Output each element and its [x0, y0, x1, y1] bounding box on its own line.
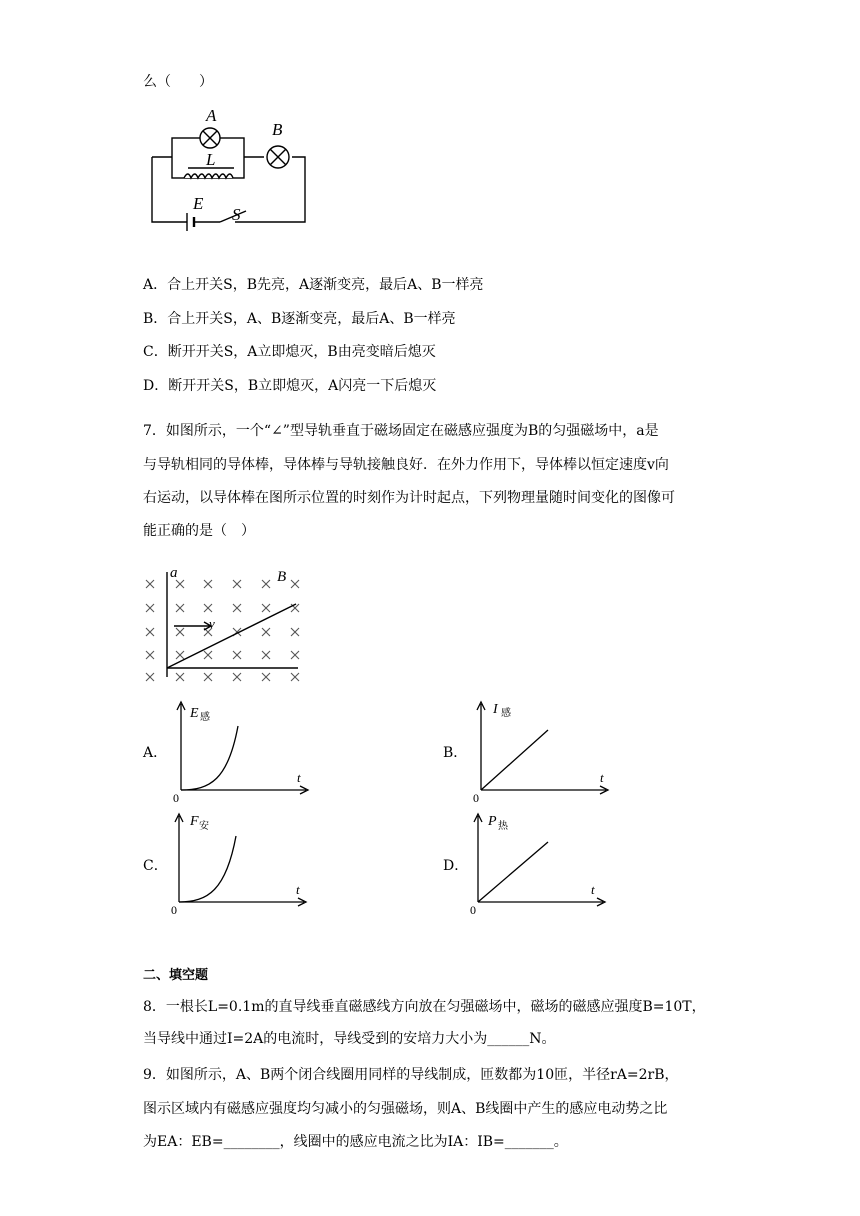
- label-A: A: [206, 106, 217, 125]
- q9-line-2: 图示区域内有磁感应强度均匀减小的匀强磁场，则A、B线圈中产生的感应电动势之比: [143, 1101, 668, 1117]
- q8-line-1: 8．一根长L=0.1m的直导线垂直磁感线方向放在匀强磁场中，磁场的磁感应强度B=10T，: [143, 999, 706, 1015]
- svg-text:热: 热: [498, 821, 508, 832]
- q6-option-a: A．合上开关S，B先亮，A逐渐变亮，最后A、B一样亮: [143, 277, 484, 293]
- q7-option-d: D．: [443, 858, 469, 874]
- q7-line-3: 右运动，以导体棒在图所示位置的时刻作为计时起点，下列物理量随时间变化的图像可: [143, 490, 675, 506]
- q8-line-2: 当导线中通过I=2A的电流时，导线受到的安培力大小为______N。: [143, 1031, 556, 1047]
- svg-text:t: t: [591, 882, 595, 897]
- section-title: 二、填空题: [143, 968, 209, 983]
- q9-line-1: 9．如图所示，A、B两个闭合线圈用同样的导线制成，匝数都为10匝，半径rA=2rB，: [143, 1067, 679, 1083]
- q7-option-c: C．: [143, 858, 168, 874]
- label-B: B: [272, 120, 283, 139]
- q9-line-3: 为EA：EB=________，线圈中的感应电流之比为IA：IB=_______。: [143, 1134, 568, 1150]
- svg-text:F: F: [190, 814, 199, 829]
- graph-b: [470, 698, 615, 804]
- line-linear: [478, 842, 548, 902]
- q7-line-4: 能正确的是（ ）: [143, 523, 255, 539]
- svg-text:t: t: [600, 770, 604, 785]
- q6-option-d: D．断开开关S，B立即熄灭，A闪亮一下后熄灭: [143, 378, 437, 394]
- line-linear: [481, 730, 548, 790]
- q7-line-1: 7．如图所示，一个“∠”型导轨垂直于磁场固定在磁感应强度为B的匀强磁场中，a是: [143, 423, 659, 439]
- q7-option-b: B．: [443, 745, 468, 761]
- label-L: L: [206, 150, 216, 169]
- label-E: E: [193, 194, 204, 213]
- label-a: a: [170, 565, 178, 581]
- svg-text:I: I: [493, 702, 498, 717]
- svg-text:0: 0: [473, 791, 479, 804]
- q7-line-2: 与导轨相同的导体棒，导体棒与导轨接触良好．在外力作用下，导体棒以恒定速度v向: [143, 457, 669, 473]
- svg-text:t: t: [297, 770, 301, 785]
- svg-text:感: 感: [200, 712, 210, 723]
- label-S: S: [232, 205, 241, 224]
- svg-text:t: t: [296, 882, 300, 897]
- label-v: v: [209, 616, 215, 631]
- circuit-diagram: [140, 105, 320, 235]
- graph-d: [467, 810, 612, 916]
- q6-option-c: C．断开开关S，A立即熄灭，B由亮变暗后熄灭: [143, 344, 436, 360]
- q6-option-b: B．合上开关S，A、B逐渐变亮，最后A、B一样亮: [143, 311, 456, 327]
- curve-quadratic: [181, 726, 238, 790]
- q7-option-a: A．: [143, 745, 168, 761]
- graph-a: [170, 698, 315, 804]
- svg-text:感: 感: [501, 708, 511, 719]
- svg-text:P: P: [488, 814, 497, 829]
- graph-c: [168, 810, 313, 916]
- svg-text:安: 安: [199, 821, 209, 832]
- label-field-B: B: [277, 569, 287, 585]
- svg-text:0: 0: [171, 903, 177, 916]
- svg-text:E: E: [190, 706, 199, 721]
- svg-text:0: 0: [470, 903, 476, 916]
- q6-stem-tail: 么（ ）: [143, 74, 213, 90]
- svg-text:0: 0: [173, 791, 179, 804]
- curve-quadratic: [179, 836, 236, 902]
- magnetic-field-figure: [140, 562, 310, 688]
